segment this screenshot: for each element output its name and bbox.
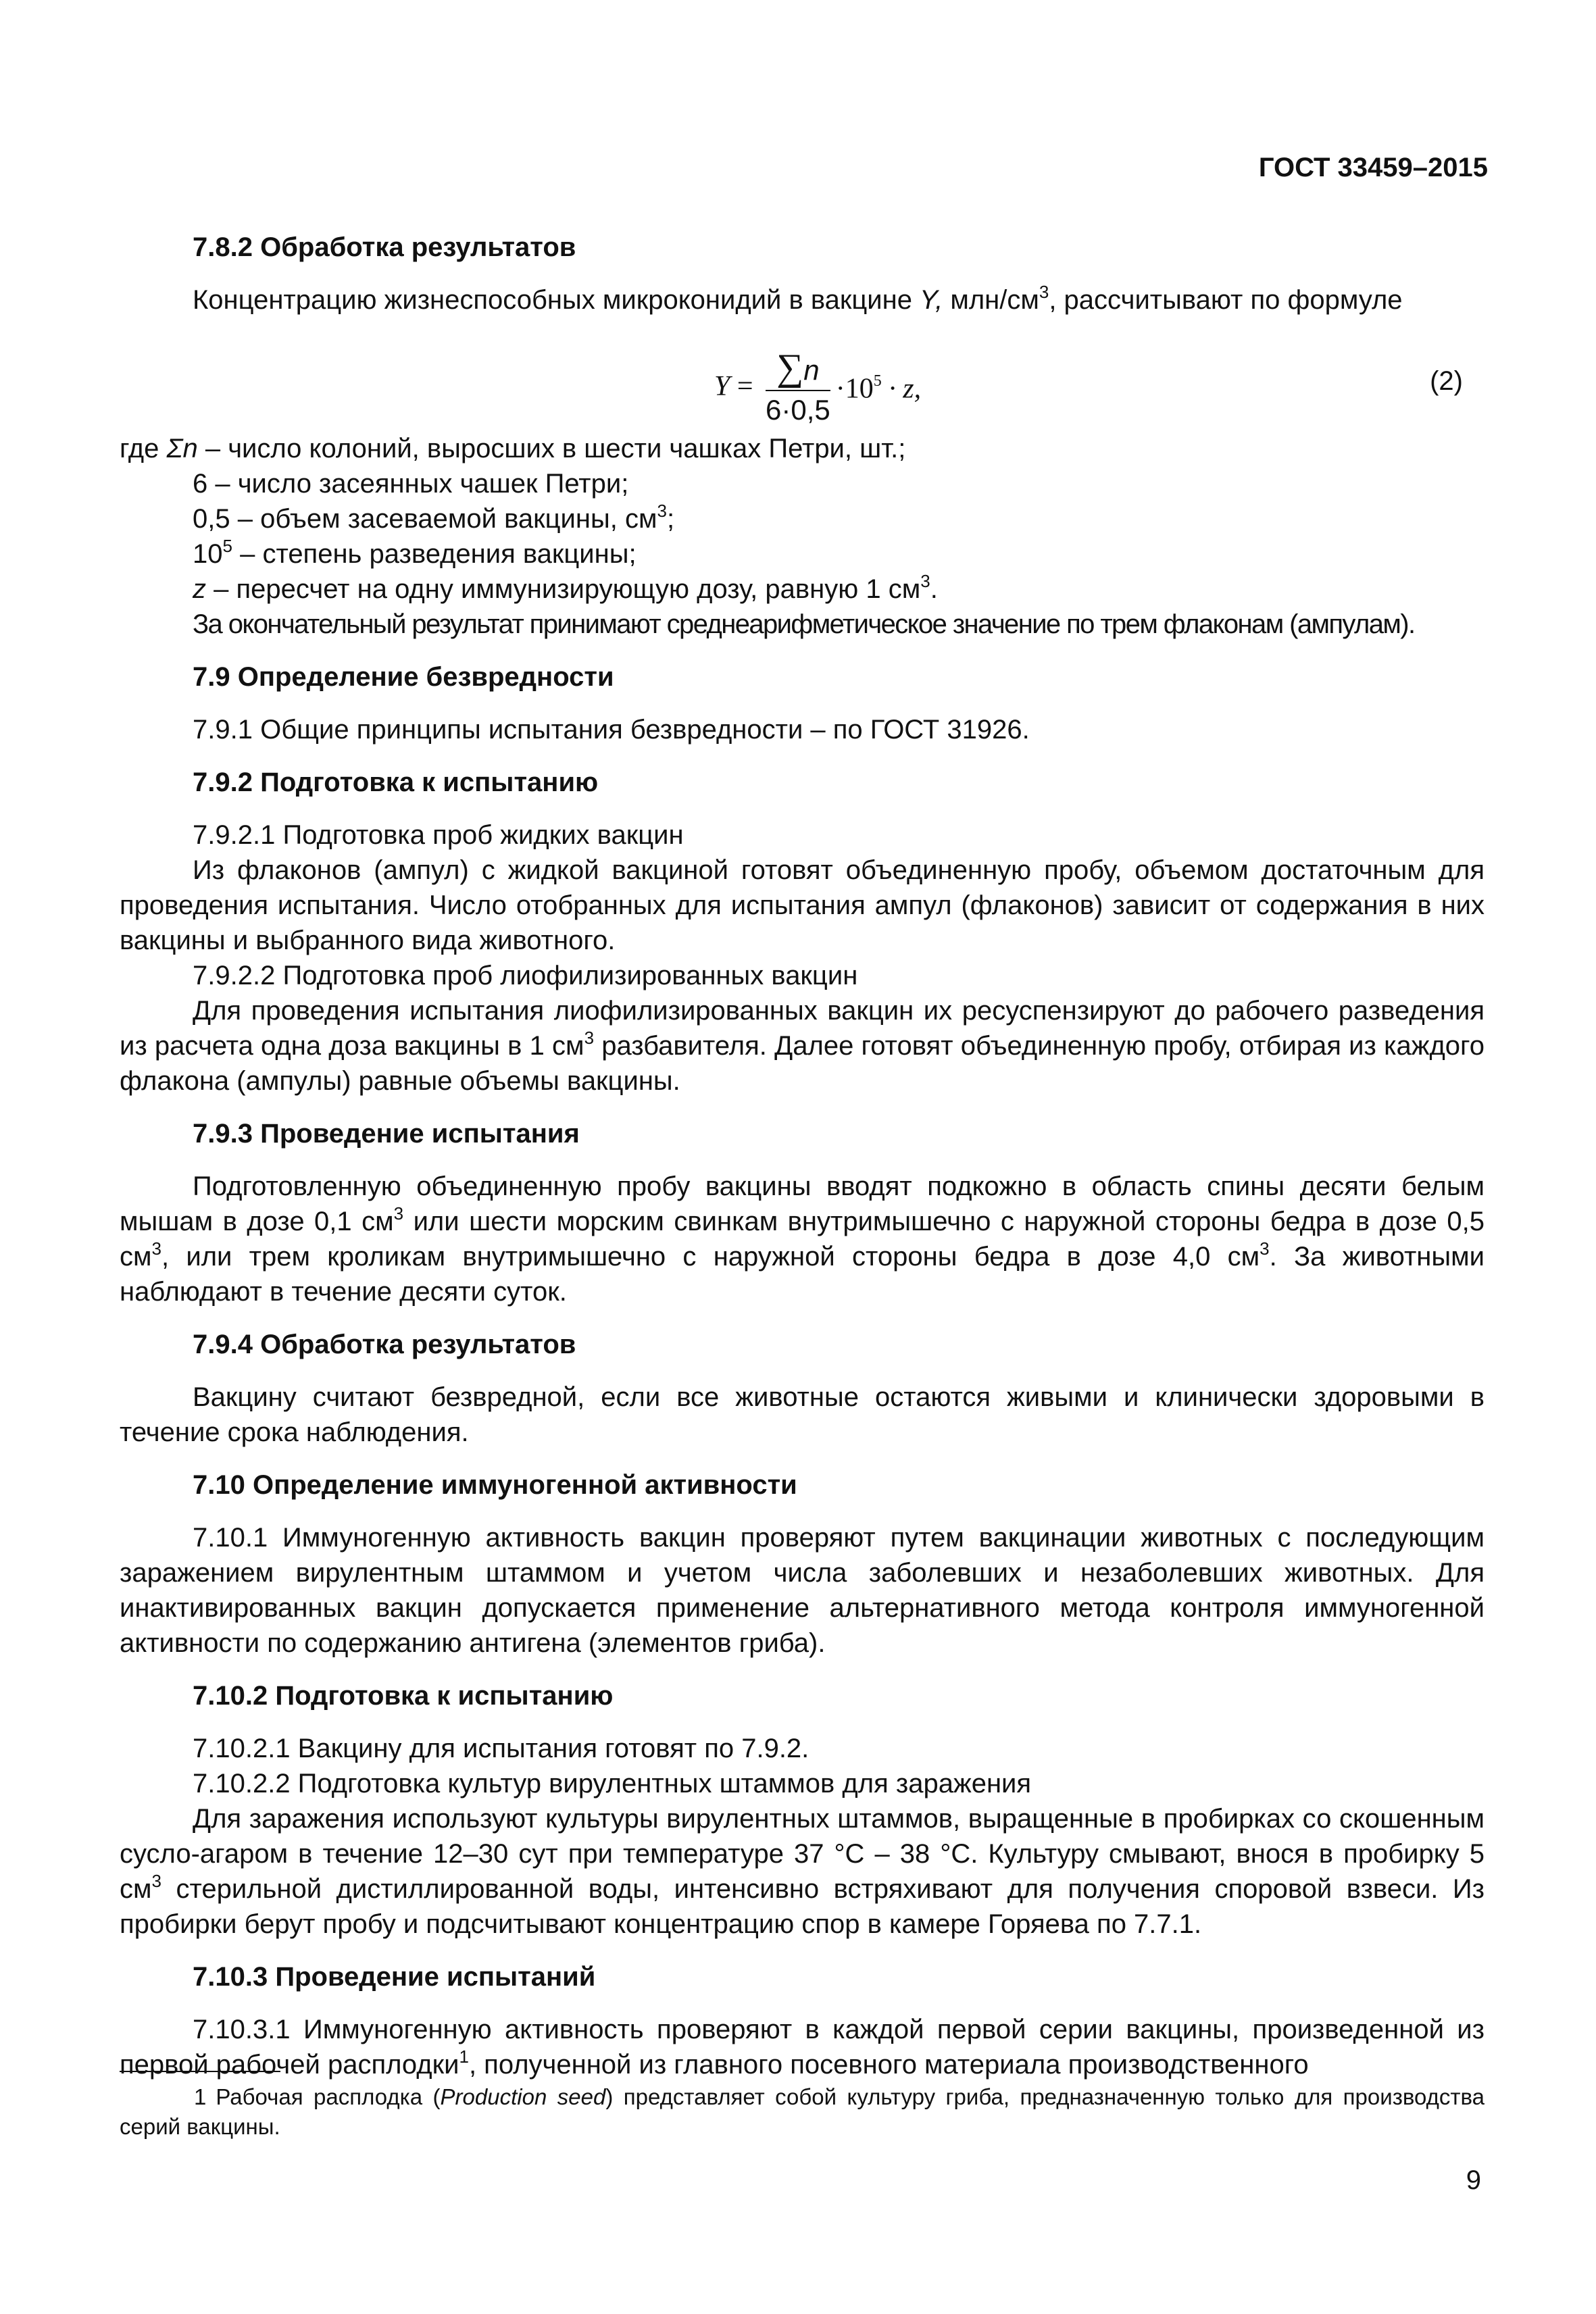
- section-7-9-2-heading: 7.9.2 Подготовка к испытанию: [193, 768, 599, 797]
- document-body: [120, 230, 1485, 2082]
- paragraph-7-9-1: 7.9.1 Общие принципы испытания безвредности – по ГОСТ 31926.: [193, 715, 1030, 745]
- paragraph-infection-cultures: Для заражения используют культуры вирулентных штаммов, выращенные в пробирках со скошенным сусло-агаром в течение 12–30 сут при температуре 37 °С – 38 °С. Культуру смывают, внося в пробирку 5 $см^3$ стерильной дистиллированной воды, интенсивно встряхивают для получения споровой взвеси. Из пробирки берут пробу и подсчитывают концентрацию спор в камере Горяева по 7.7.1.: [120, 1804, 1485, 1939]
- paragraph-7-9-4: Вакцину считают безвредной, если все животные остаются живыми и клинически здоровыми в течение срока наблюдения.: [120, 1382, 1485, 1447]
- paragraph-7-9-2-1: 7.9.2.1 Подготовка проб жидких вакцин: [193, 820, 684, 850]
- paragraph-7-10-2-1: 7.10.2.1 Вакцину для испытания готовят по 7.9.2.: [193, 1734, 809, 1763]
- final-result-paragraph: За окончательный результат принимают среднеарифметическое значение по трем флаконам (ампулам).: [193, 609, 1415, 639]
- paragraph-liquid-samples: Из флаконов (ампул) с жидкой вакциной готовят объединенную пробу, объемом достаточным для проведения испытания. Число отобранных для испытания ампул (флаконов) зависит от содержания в них вакцины и выбранного вида животного.: [120, 855, 1485, 955]
- formula-intro: Концентрацию жизнеспособных микроконидий в вакцине Y, млн/$см^3$, рассчитывают по формуле: [193, 282, 1403, 315]
- definition-z: z – пересчет на одну иммунизирующую дозу, равную 1 $см^3$.: [193, 571, 938, 604]
- section-7-9-heading: 7.9 Определение безвредности: [193, 662, 614, 692]
- document-header: ГОСТ 33459–2015: [1258, 153, 1488, 182]
- paragraph-lyophilized-samples: Для проведения испытания лиофилизированных вакцин их ресуспензируют до рабочего разведения из расчета одна доза вакцины в 1 $см^3$ разбавителя. Далее готовят объединенную пробу, отбирая из каждого флакона (ампулы) равные объемы вакцины.: [120, 996, 1485, 1096]
- footnote-separator: [120, 2071, 280, 2072]
- definition-0-5: 0,5 – объем засеваемой вакцины, $см^3$;: [193, 501, 675, 534]
- section-7-9-3-heading: 7.9.3 Проведение испытания: [193, 1119, 580, 1149]
- section-7-10-3-heading: 7.10.3 Проведение испытаний: [193, 1962, 596, 1992]
- section-7-9-4-heading: 7.9.4 Обработка результатов: [193, 1330, 576, 1359]
- footnote: 1 Рабочая расплодка (Production seed) представляет собой культуру гриба, предназначенную только для производства серий вакцины.: [120, 2082, 1485, 2142]
- definition-6: 6 – число засеянных чашек Петри;: [193, 469, 629, 499]
- paragraph-7-10-2-2: 7.10.2.2 Подготовка культур вирулентных штаммов для заражения: [193, 1769, 1032, 1799]
- section-7-8-2-heading: 7.8.2 Обработка результатов: [193, 232, 576, 262]
- definition-10-5: $10^5$ – степень разведения вакцины;: [193, 536, 637, 569]
- footnote-mark: 1: [194, 2084, 207, 2109]
- formula-2: Y = $\frac{\sum n}{6\cdot 0,5}$ $\cdot 10^5 \cdot z$, (2): [120, 327, 1485, 428]
- paragraph-7-9-3: Подготовленную объединенную пробу вакцины вводят подкожно в область спины десяти белым мышам в дозе 0,1 $см^3$ или шести морским свинкам внутримышечно с наружной стороны бедра в дозе 0,5 $см^3$, или трем кроликам внутримышечно с наружной стороны бедра в дозе 4,0 $см^3$. За животными наблюдают в течение десяти суток.: [120, 1172, 1485, 1307]
- definition-where: где Σn – число колоний, выросших в шести чашках Петри, шт.;: [120, 434, 906, 463]
- formula-fraction: $\frac{\sum n}{6\cdot 0,5}$: [766, 347, 830, 426]
- paragraph-7-9-2-2: 7.9.2.2 Подготовка проб лиофилизированных вакцин: [193, 961, 858, 990]
- paragraph-7-10-3-1: 7.10.3.1 Иммуногенную активность проверяют в каждой первой серии вакцины, произведенной из первой рабочей расплодки$^1$, полученной из главного посевного материала производственного: [120, 2015, 1485, 2080]
- formula-number: (2): [1430, 366, 1463, 396]
- paragraph-7-10-1: 7.10.1 Иммуногенную активность вакцин проверяют путем вакцинации животных с последующим заражением вирулентным штаммом и учетом числа заболевших и незаболевших животных. Для инактивированных вакцин допускается применение альтернативного метода контроля иммуногенной активности по содержанию антигена (элементов гриба).: [120, 1523, 1485, 1658]
- section-7-10-2-heading: 7.10.2 Подготовка к испытанию: [193, 1681, 614, 1711]
- page-number: 9: [1466, 2165, 1481, 2195]
- section-7-10-heading: 7.10 Определение иммуногенной активности: [193, 1470, 797, 1500]
